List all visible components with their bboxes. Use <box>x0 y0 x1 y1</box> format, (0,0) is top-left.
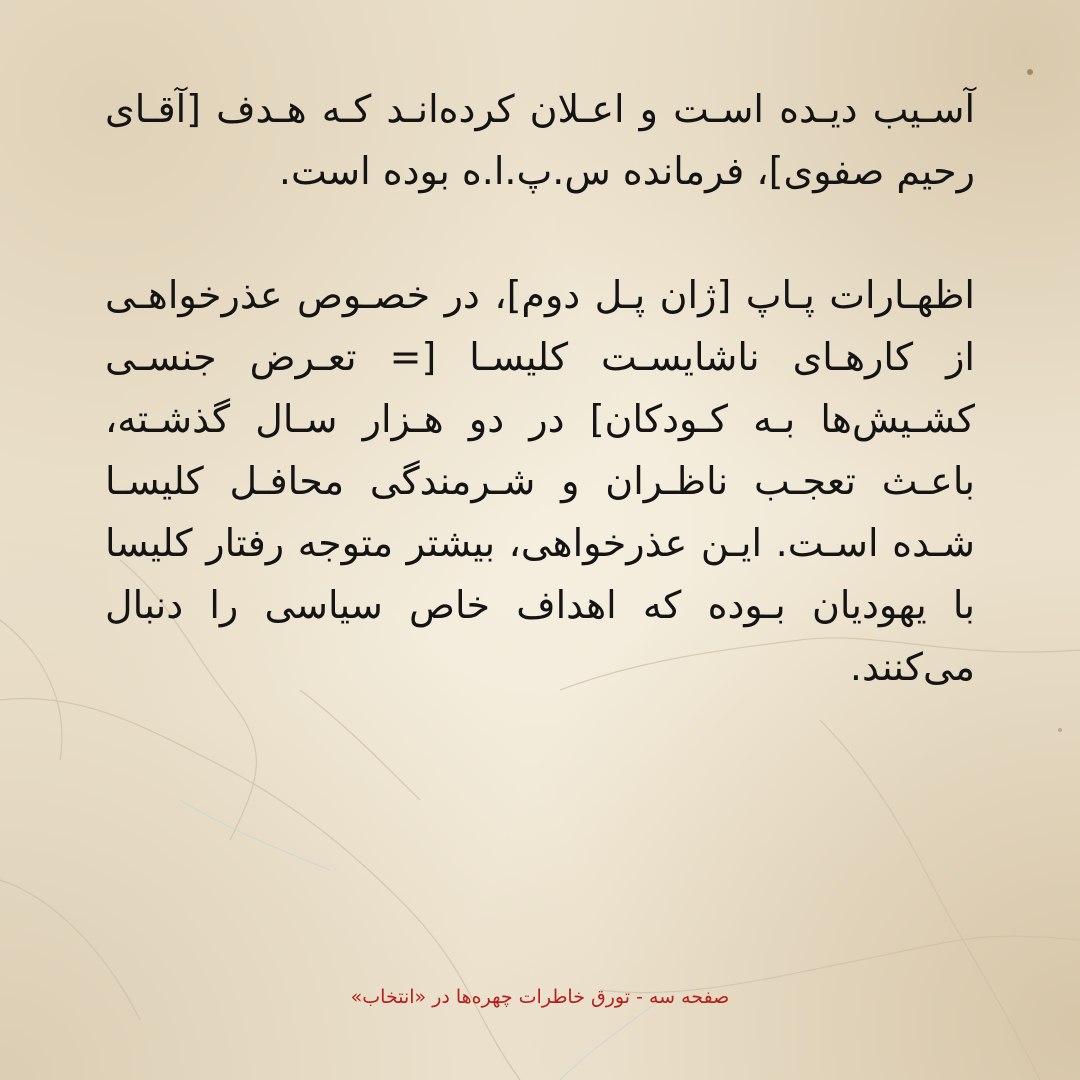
article-body <box>105 78 975 698</box>
footer-caption: صفحه سه - تورق خاطرات چهره‌ها در «انتخاب» <box>350 986 730 1008</box>
paragraph-2: اظهـارات پـاپ [ژان پـل دوم]، در خصـوص عذرخواهـی از کارهـای ناشایسـت کلیسـا [= تعـرض جنسـی کشـیش‌ها بـه کـودکان] در دو هـزار سـال گذشـته، باعـث تعجـب ناظـران و شـرمندگی محافـل کلیسـا شـده اسـت. ایـن عذرخواهی، بیشتر متوجه رفتار کلیسا با یهودیان بـوده که اهداف خاص سیاسی را دنبال می‌کنند. <box>105 273 975 689</box>
paragraph-1: آسـیب دیـده اسـت و اعـلان کرده‌انـد کـه هـدف [آقـای رحیم صفوی]، فرمانده س.پ.ا.ه بوده است. <box>105 87 975 193</box>
